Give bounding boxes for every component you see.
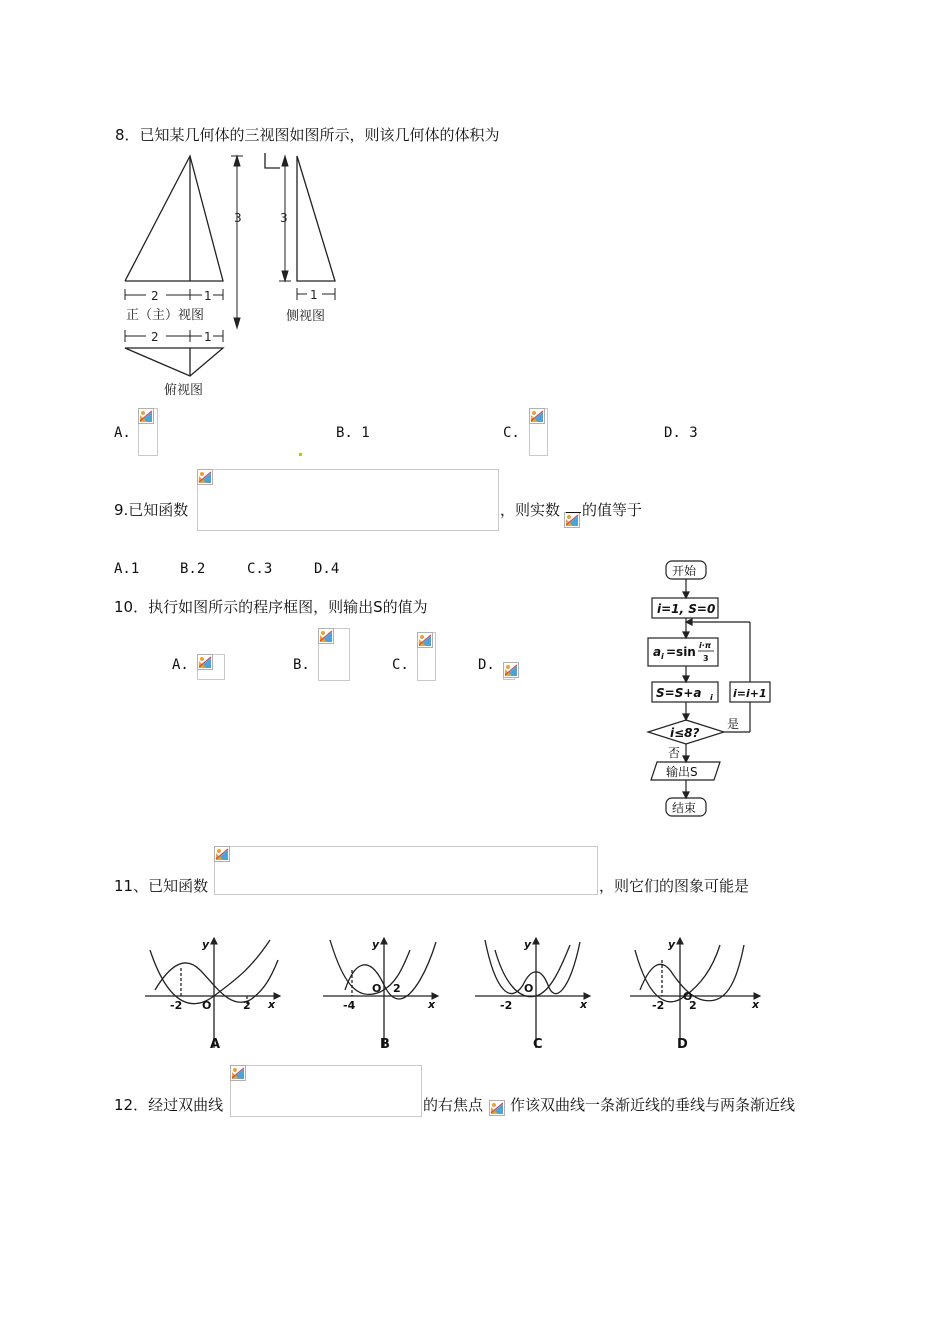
front-width-b-label: 1 (204, 289, 212, 303)
q9-suffix: 的值等于 (582, 501, 643, 519)
broken-image-icon (564, 512, 580, 528)
q8-option-c-image (529, 408, 548, 456)
graph-a-x-label: x (268, 998, 276, 1011)
q8-option-b: B. 1 (336, 425, 370, 441)
graph-a-y-label: y (202, 938, 210, 951)
q11-graphs (140, 930, 770, 1055)
graph-b-label: B (380, 1037, 390, 1052)
broken-image-icon (489, 1100, 505, 1116)
graph-a-label: A (210, 1037, 221, 1052)
q9-middle: ，则实数 (500, 501, 561, 519)
graph-a-origin: O (202, 999, 212, 1012)
q8-option-c: C. (503, 425, 520, 441)
q12-hyperbola-image (230, 1065, 422, 1117)
q11-function-image (214, 846, 598, 895)
broken-image-icon (417, 632, 433, 648)
q10-option-b: B. (293, 657, 310, 673)
graph-a (145, 938, 280, 1048)
front-view-label: 正（主）视图 (126, 308, 205, 323)
graph-c-origin: O (524, 982, 534, 995)
q9-blank-underline (566, 512, 581, 513)
q10-option-b-image (318, 628, 350, 681)
broken-image-icon (197, 469, 213, 485)
q12-suffix: 作该双曲线一条渐近线的垂线与两条渐近线 (510, 1096, 796, 1114)
q10-option-c-image (417, 632, 436, 681)
graph-d-x-label: x (752, 998, 760, 1011)
q10-option-c: C. (392, 657, 409, 673)
top-view (125, 348, 223, 376)
flow-init-label: i=1, S=0 (657, 602, 716, 616)
flow-assign-lhs: a (653, 645, 662, 659)
q10-option-a-image (197, 654, 225, 680)
graph-c-label: C (533, 1037, 543, 1052)
graph-a-tick-2: 2 (243, 999, 251, 1012)
broken-image-icon (197, 654, 213, 670)
graph-d-y-label: y (668, 938, 676, 951)
broken-image-icon (529, 408, 545, 424)
q11-prefix: 11、已知函数 (114, 877, 209, 895)
side-height-label: 3 (280, 211, 288, 225)
graph-d (630, 938, 760, 1048)
q12-prefix: 12．经过双曲线 (114, 1096, 224, 1114)
flow-assign-rhs: =sin (666, 645, 696, 659)
front-width-a-label: 2 (151, 289, 159, 303)
broken-image-icon (214, 846, 230, 862)
broken-image-icon (503, 662, 519, 678)
q8-option-d: D. 3 (664, 425, 698, 441)
graph-b-y-label: y (372, 938, 380, 951)
top-width-a-label: 2 (151, 330, 159, 344)
graph-d-origin: O (683, 990, 693, 1003)
q12-middle: 的右焦点 (423, 1096, 484, 1114)
q11-suffix: ，则它们的图象可能是 (599, 877, 750, 895)
graph-b-origin: O (372, 982, 382, 995)
stray-dot (299, 453, 302, 456)
flowchart (640, 556, 785, 821)
q9-option-d: D.4 (314, 561, 340, 577)
flow-yes-label: 是 (727, 717, 740, 731)
flow-frac-num: i·π (699, 641, 712, 650)
q9-prefix: 9.已知函数 (114, 501, 189, 519)
flow-output-label: 输出S (666, 765, 698, 779)
graph-d-tick-1: -2 (652, 999, 665, 1012)
q10-option-d-image (503, 662, 515, 680)
flow-inc-label: i=i+1 (733, 687, 767, 700)
q9-variable-image (565, 513, 581, 529)
top-view-label: 俯视图 (164, 383, 204, 398)
broken-image-icon (318, 628, 334, 644)
graph-c-y-label: y (524, 938, 532, 951)
graph-d-tick-2: 2 (689, 999, 697, 1012)
graph-c-x-label: x (580, 998, 588, 1011)
graph-c-tick-1: -2 (500, 999, 513, 1012)
side-width-label: 1 (310, 288, 318, 302)
graph-b-tick-1: -4 (343, 999, 356, 1012)
q9-option-c: C.3 (247, 561, 273, 577)
graph-a-tick-1: -2 (170, 999, 183, 1012)
broken-image-icon (230, 1065, 246, 1081)
q10-question: 10．执行如图所示的程序框图，则输出S的值为 (114, 598, 428, 616)
front-height-label: 3 (234, 211, 242, 225)
flow-start-label: 开始 (672, 564, 697, 578)
q10-option-a: A. (172, 657, 189, 673)
flow-end-label: 结束 (672, 801, 697, 815)
q10-option-d: D. (478, 657, 495, 673)
flow-assign-sub: i (661, 652, 664, 661)
q8-option-a-image (138, 408, 158, 456)
q9-function-image (197, 469, 499, 531)
three-view-diagram (110, 148, 360, 398)
broken-image-icon (138, 408, 154, 424)
side-view (265, 153, 335, 281)
graph-b-x-label: x (428, 998, 436, 1011)
front-view (125, 156, 223, 281)
top-width-b-label: 1 (204, 330, 212, 344)
flow-sum-sub: i (710, 693, 713, 702)
q8-option-a: A. (114, 425, 131, 441)
side-view-label: 侧视图 (286, 309, 326, 324)
front-height-dim (231, 156, 243, 328)
q8-question: 8．已知某几何体的三视图如图所示，则该几何体的体积为 (115, 126, 500, 144)
flow-frac-den: 3 (703, 654, 709, 663)
flow-sum-label: S=S+a (656, 686, 702, 700)
flow-no-label: 否 (668, 746, 681, 760)
flow-cond-label: i≤8? (670, 726, 700, 740)
graph-d-label: D (677, 1037, 688, 1052)
q9-option-b: B.2 (180, 561, 206, 577)
graph-b-tick-2: 2 (393, 982, 401, 995)
q9-option-a: A.1 (114, 561, 140, 577)
q12-focus-image (490, 1101, 508, 1117)
